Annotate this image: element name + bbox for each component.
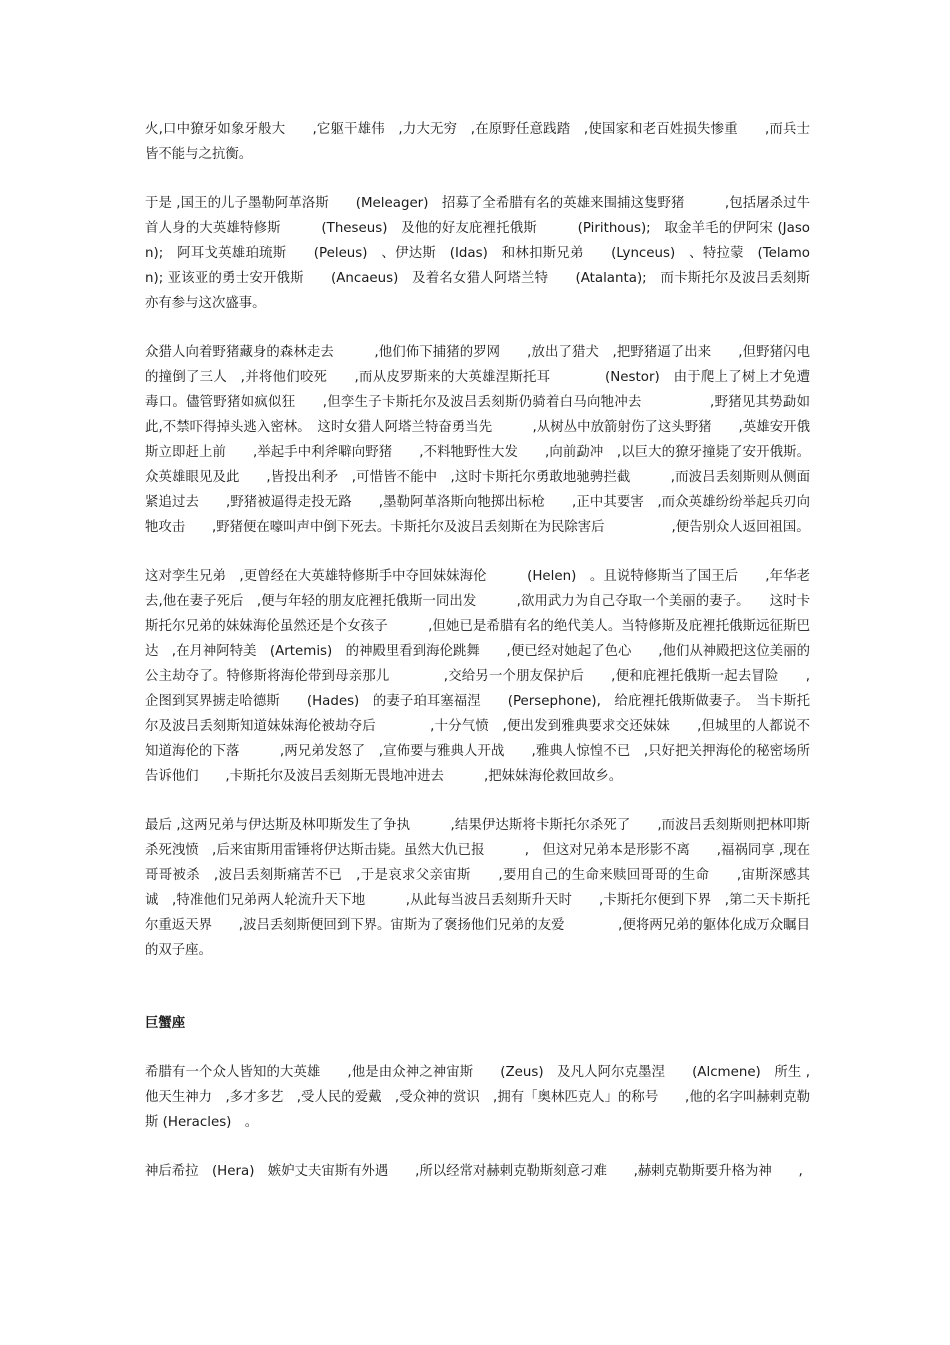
paragraph-heracles-intro: 希腊有一个众人皆知的大英雄 ,他是由众神之神宙斯 (Zeus) 及凡人阿尔克墨涅 (Alcmene) 所生 ,他天生神力 ,多才多艺 ,受人民的爱戴 ,受众神的赏识 ,拥有「奥林匹克人」的称号 ,他的名字叫赫剌克勒斯 (Heracles) 。 — [145, 1065, 810, 1130]
paragraph-helen-rescue: 这对孪生兄弟 ,更曾经在大英雄特修斯手中夺回妹妹海伦 (Helen) 。且说特修斯当了国王后 ,年华老去,他在妻子死后 ,便与年轻的朋友庇裡托俄斯一同出发 ,欲用武力为自己夺取一个美丽的妻子。 这时卡斯托尔兄弟的妹妹海伦虽然还是个女孩子 ,但她已是希腊有名的绝代美人。当特修斯及庇裡托俄斯远征斯巴达 ,在月神阿特美 (Artemis) 的神殿里看到海伦跳舞 ,便已经对她起了色心 ,他们从神殿把这位美丽的公主劫夺了。特修斯将海伦带到母亲那儿 ,交给另一个朋友保护后 ,便和庇裡托俄斯一起去冒险 ,企图到冥界掳走哈德斯 (Hades) 的妻子珀耳塞福涅 (Persephone), 给庇裡托俄斯做妻子。 当卡斯托尔及波吕丢刻斯知道妹妹海伦被劫夺后 ,十分气愤 ,便出发到雅典要求交还妹妹 ,但城里的人都说不知道海伦的下落 ,两兄弟发怒了 ,宣佈要与雅典人开战 ,雅典人惊惶不已 ,只好把关押海伦的秘密场所告诉他们 ,卡斯托尔及波吕丢刻斯无畏地冲进去 ,把妹妹海伦救回故乡。 — [145, 569, 810, 784]
section-heading-cancer: 巨蟹座 — [145, 1016, 186, 1031]
paragraph-boar-description: 火,口中獠牙如象牙般大 ,它躯干雄伟 ,力大无穷 ,在原野任意践踏 ,使国家和老百姓损失惨重 ,而兵士皆不能与之抗衡。 — [145, 122, 810, 162]
paragraph-boar-hunt: 众猎人向着野猪藏身的森林走去 ,他们佈下捕猪的罗网 ,放出了猎犬 ,把野猪逼了出来 ,但野猪闪电的撞倒了三人 ,并将他们咬死 ,而从皮罗斯来的大英雄涅斯托耳 (Nestor) 由于爬上了树上才免遭毒口。儘管野猪如疯似狂 ,但孪生子卡斯托尔及波吕丢刻斯仍骑着白马向牠冲去 ,野猪见其势勐如此,不禁吓得掉头逃入密林。 这时女猎人阿塔兰特奋勇当先 ,从树丛中放箭射伤了这头野猪 ,英雄安开俄斯立即赶上前 ,举起手中利斧噼向野猪 ,不料牠野性大发 ,向前勐冲 ,以巨大的獠牙撞毙了安开俄斯。众英雄眼见及此 ,皆投出利矛 ,可惜皆不能中 ,这时卡斯托尔勇敢地驰骋拦截 ,而波吕丢刻斯则从侧面紧追过去 ,野猪被逼得走投无路 ,墨勒阿革洛斯向牠掷出标枪 ,正中其要害 ,而众英雄纷纷举起兵刃向牠攻击 ,野猪便在嚎叫声中倒下死去。卡斯托尔及波吕丢刻斯在为民除害后 ,便告别众人返回祖国。 — [145, 345, 810, 535]
paragraph-hunters-recruited: 于是 ,国王的儿子墨勒阿革洛斯 (Meleager) 招募了全希腊有名的英雄来围捕这隻野猪 ,包括屠杀过牛首人身的大英雄特修斯 (Theseus) 及他的好友庇裡托俄斯 (Pirithous); 取金羊毛的伊阿宋 (Jason); 阿耳戈英雄珀琉斯 (Peleus) 、伊达斯 (Idas) 和林扣斯兄弟 (Lynceus) 、特拉蒙 (Telamon); 亚该亚的勇士安开俄斯 (Ancaeus) 及着名女猎人阿塔兰特 (Atalanta); 而卡斯托尔及波吕丢刻斯亦有参与这次盛事。 — [145, 196, 810, 311]
paragraph-gemini-origin: 最后 ,这两兄弟与伊达斯及林叩斯发生了争执 ,结果伊达斯将卡斯托尔杀死了 ,而波吕丢刻斯则把林叩斯杀死洩愤 ,后来宙斯用雷锤将伊达斯击毙。虽然大仇已报 , 但这对兄弟本是形影不离 ,福祸同享 ,现在哥哥被杀 ,波吕丢刻斯痛苦不已 ,于是哀求父亲宙斯 ,要用自己的生命来赎回哥哥的生命 ,宙斯深感其诚 ,特准他们兄弟两人轮流升天下地 ,从此每当波吕丢刻斯升天时 ,卡斯托尔便到下界 ,第二天卡斯托尔重返天界 ,波吕丢刻斯便回到下界。宙斯为了褒扬他们兄弟的友爱 ,便将两兄弟的躯体化成万众瞩目的双子座。 — [145, 818, 810, 958]
paragraph-hera-jealousy: 神后希拉 (Hera) 嫉妒丈夫宙斯有外遇 ,所以经常对赫剌克勒斯刻意刁难 ,赫剌克勒斯要升格为神 , — [145, 1164, 803, 1179]
document-body — [145, 117, 810, 1184]
